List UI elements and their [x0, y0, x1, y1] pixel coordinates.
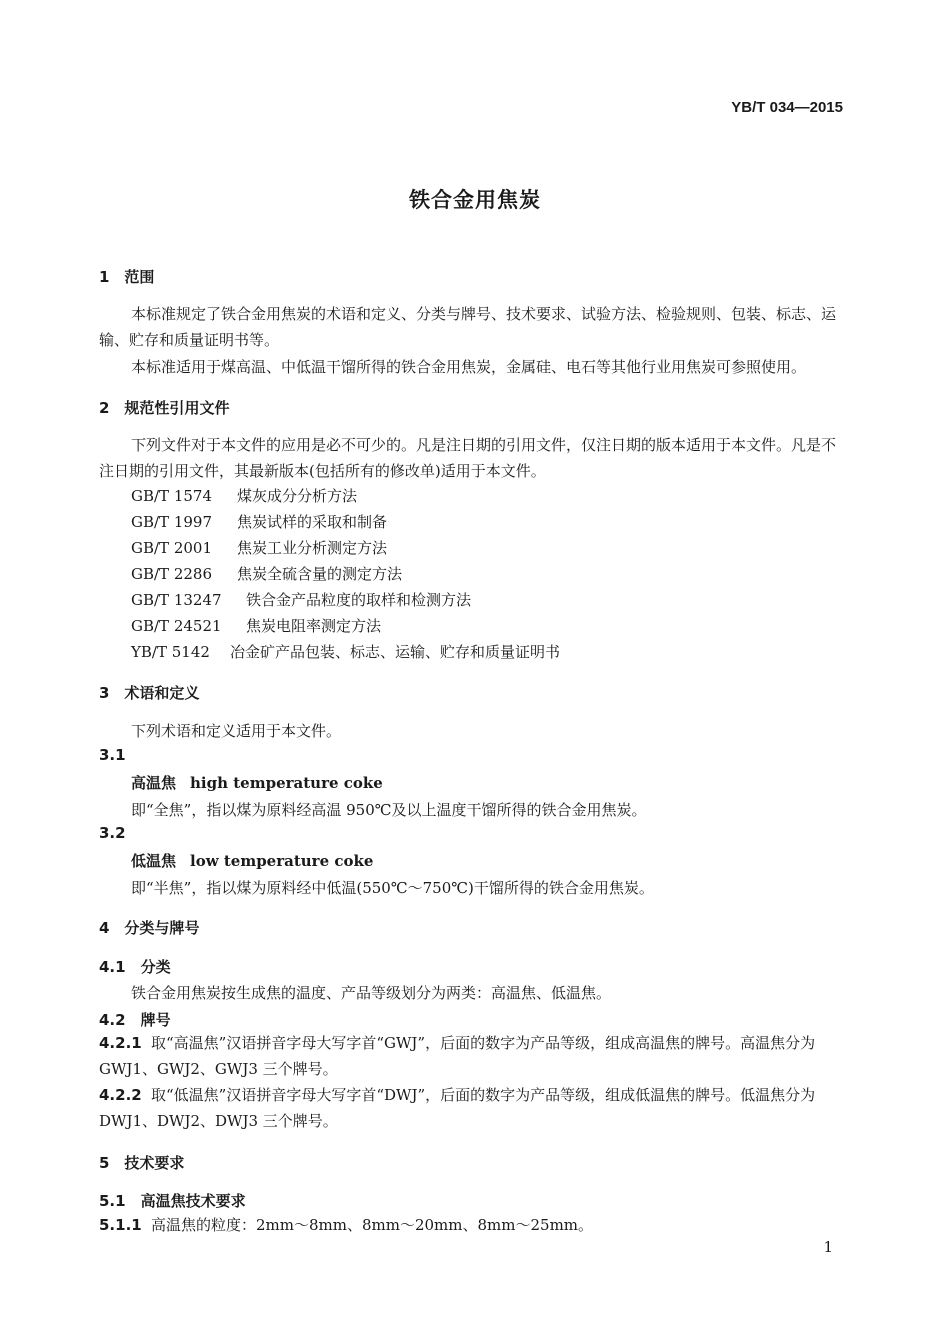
- reference-code: GB/T 24521: [131, 617, 222, 635]
- section-1-paragraph-2: 本标准适用于煤高温、中低温干馏所得的铁合金用焦炭，金属硅、电石等其他行业用焦炭可参照使用。: [131, 358, 807, 376]
- section-4-1-heading: 4.1 分类: [99, 958, 171, 976]
- clause-number: 4.2.2: [99, 1086, 142, 1104]
- reference-item: [131, 535, 387, 561]
- section-2-paragraph-1: 下列文件对于本文件的应用是必不可少的。凡是注日期的引用文件，仅注日期的版本适用于本文件。凡是不注日期的引用文件，其最新版本(包括所有的修改单)适用于本文件。: [99, 436, 837, 480]
- page-number: 1: [823, 1238, 833, 1256]
- reference-item: [131, 561, 402, 587]
- term-en: high temperature coke: [190, 774, 383, 792]
- section-1-paragraph-1: 本标准规定了铁合金用焦炭的术语和定义、分类与牌号、技术要求、试验方法、检验规则、包装、标志、运输、贮存和质量证明书等。: [99, 305, 837, 349]
- clause-4-2-1: [99, 1030, 844, 1082]
- term-number: 3.2: [99, 824, 126, 842]
- term-entry: [131, 772, 383, 793]
- reference-title: 焦炭试样的采取和制备: [237, 513, 388, 531]
- section-2-heading: 2 规范性引用文件: [99, 399, 230, 417]
- reference-title: 焦炭电阻率测定方法: [246, 617, 382, 635]
- reference-code: YB/T 5142: [131, 643, 210, 661]
- section-4-heading: 4 分类与牌号: [99, 919, 200, 937]
- section-1-heading: 1 范围: [99, 268, 155, 286]
- reference-item: [131, 483, 357, 509]
- clause-text: 取“高温焦”汉语拼音字母大写字首“GWJ”，后面的数字为产品等级，组成高温焦的牌号。高温焦分为 GWJ1、GWJ2、GWJ3 三个牌号。: [99, 1034, 816, 1078]
- clause-number: 4.2.1: [99, 1034, 142, 1052]
- reference-title: 焦炭全硫含量的测定方法: [237, 565, 403, 583]
- term-zh: 高温焦: [131, 774, 177, 792]
- section-3-heading: 3 术语和定义: [99, 684, 200, 702]
- term-number: 3.1: [99, 746, 126, 764]
- clause-text: 高温焦的粒度：2mm～8mm、8mm～20mm、8mm～25mm。: [151, 1216, 594, 1234]
- standard-code: YB/T 034—2015: [731, 99, 843, 116]
- reference-item: [131, 509, 387, 535]
- reference-title: 铁合金产品粒度的取样和检测方法: [246, 591, 472, 609]
- reference-code: GB/T 1574: [131, 487, 213, 505]
- section-3-paragraph-1: 下列术语和定义适用于本文件。: [131, 722, 342, 740]
- reference-item: [131, 639, 560, 665]
- reference-item: [131, 613, 381, 639]
- reference-code: GB/T 2286: [131, 565, 213, 583]
- reference-title: 焦炭工业分析测定方法: [237, 539, 388, 557]
- section-5-1-heading: 5.1 高温焦技术要求: [99, 1192, 246, 1210]
- reference-title: 冶金矿产品包装、标志、运输、贮存和质量证明书: [230, 643, 561, 661]
- term-definition: 即“半焦”，指以煤为原料经中低温(550℃～750℃)干馏所得的铁合金用焦炭。: [131, 879, 654, 897]
- section-4-1-paragraph: 铁合金用焦炭按生成焦的温度、产品等级划分为两类：高温焦、低温焦。: [131, 984, 612, 1002]
- term-en: low temperature coke: [190, 852, 374, 870]
- page-title: 铁合金用焦炭: [409, 188, 541, 212]
- section-5-heading: 5 技术要求: [99, 1154, 185, 1172]
- reference-title: 煤灰成分分析方法: [237, 487, 358, 505]
- clause-text: 取“低温焦”汉语拼音字母大写字首“DWJ”，后面的数字为产品等级，组成低温焦的牌号。低温焦分为 DWJ1、DWJ2、DWJ3 三个牌号。: [99, 1086, 816, 1130]
- clause-5-1-1: [99, 1212, 593, 1238]
- reference-code: GB/T 13247: [131, 591, 222, 609]
- reference-code: GB/T 2001: [131, 539, 213, 557]
- reference-item: [131, 587, 471, 613]
- clause-number: 5.1.1: [99, 1216, 142, 1234]
- term-definition: 即“全焦”，指以煤为原料经高温 950℃及以上温度干馏所得的铁合金用焦炭。: [131, 801, 647, 819]
- reference-code: GB/T 1997: [131, 513, 213, 531]
- term-entry: [131, 850, 373, 871]
- term-zh: 低温焦: [131, 852, 177, 870]
- section-4-2-heading: 4.2 牌号: [99, 1011, 171, 1029]
- clause-4-2-2: [99, 1082, 844, 1134]
